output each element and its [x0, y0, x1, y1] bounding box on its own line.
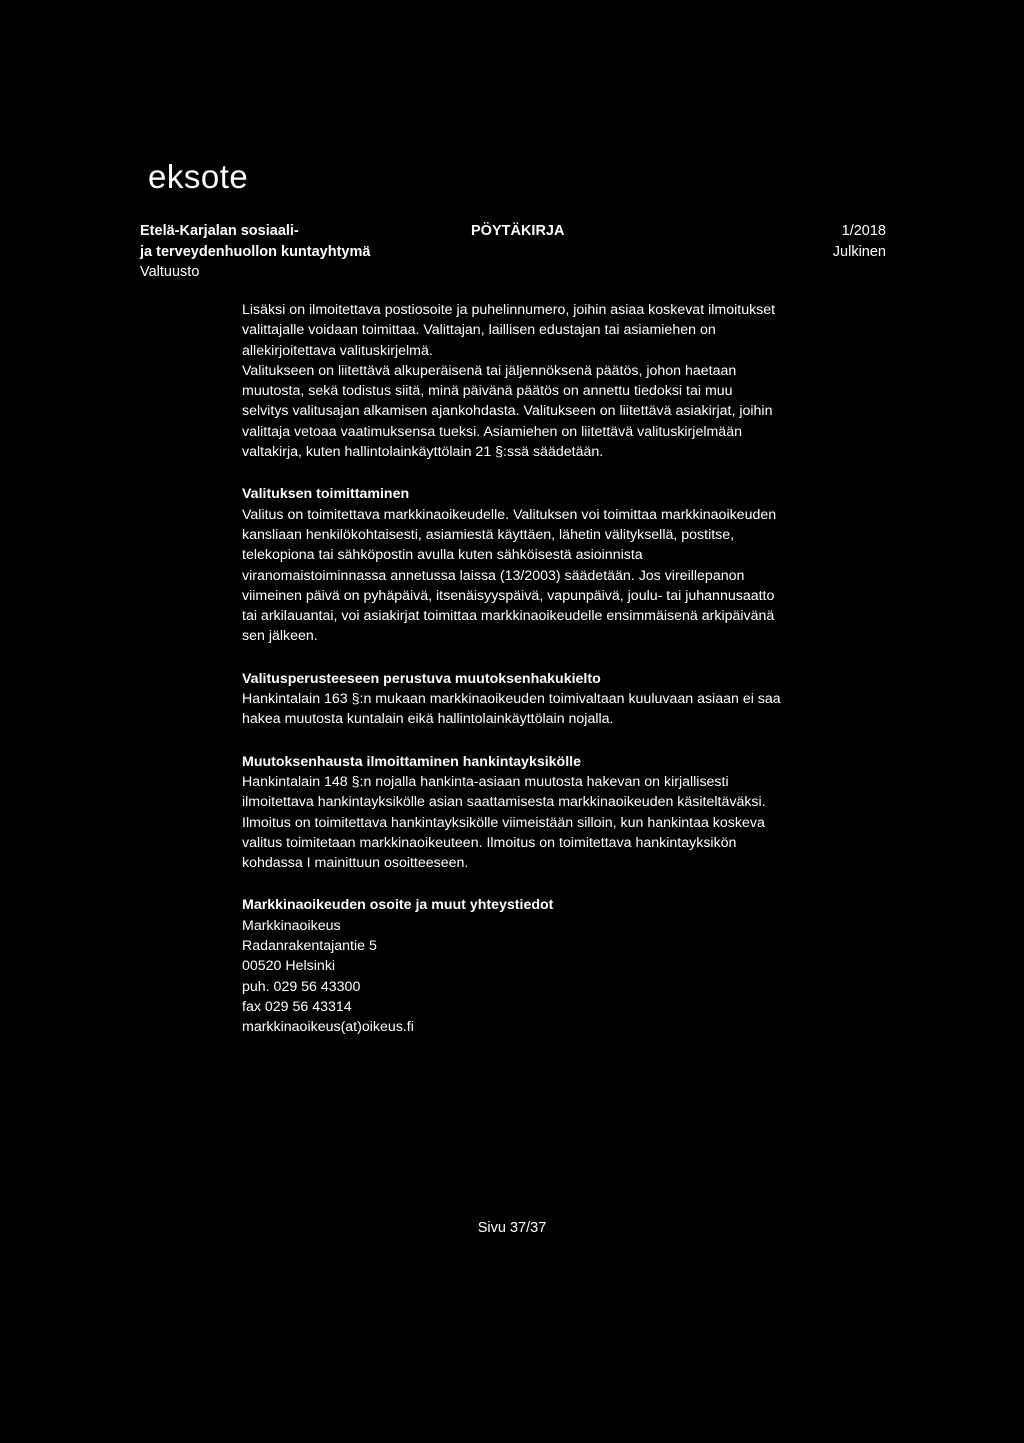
contact-name: Markkinaoikeus — [242, 917, 341, 934]
body-name: Valtuusto — [140, 264, 200, 280]
intro-paragraph-2: Valitukseen on liitettävä alkuperäisenä tai jäljennöksenä päätös, johon haetaan muutosta, sekä todistus siitä, minä päivänä päätös on annettu tiedoksi tai muu selvitys valitusajan alkamisen ajankohdasta. Valitukseen on liitettävä asiakirjat, joihin valittaja vetoaa vaatimuksensa tueksi. Asiamiehen on liitettävä valituskirjelmään valtakirja, kuten hallintolainkäyttölain 21 §:ssä säädetään. — [242, 362, 773, 461]
contact-fax: fax 029 56 43314 — [242, 998, 352, 1015]
section-text: Hankintalain 148 §:n nojalla hankinta-asiaan muutosta hakevan on kirjallisesti ilmoitettava hankintayksikölle asian saattamisesta markkinaoikeuden käsiteltäväksi. Ilmoitus on toimitettava hankintayksikölle viimeistään silloin, kun hankintaa koskeva valitus toimitetaan markkinaoikeuteen. Ilmoitus on toimitettava hankintayksikön kohdassa I mainittuun osoitteeseen. — [242, 773, 766, 872]
visibility-status: Julkinen — [832, 243, 886, 260]
contact-title: Markkinaoikeuden osoite ja muut yhteystiedot — [242, 897, 554, 914]
contact-street: Radanrakentajantie 5 — [242, 938, 377, 955]
page-number: Sivu 37/37 — [477, 1220, 547, 1236]
organization-name-line1: Etelä-Karjalan sosiaali- — [140, 223, 299, 239]
contact-email: markkinaoikeus(at)oikeus.fi — [242, 1019, 414, 1036]
intro-paragraph-1: Lisäksi on ilmoitettava postiosoite ja puhelinnumero, joihin asiaa koskevat ilmoitukset valittajalle voidaan toimittaa. Valittajan, laillisen edustajan tai asiamiehen on allekirjoitettava valituskirjelmä. — [242, 302, 776, 359]
section-title: Valituksen toimittaminen — [242, 486, 410, 503]
organization-name-line2: ja terveydenhuollon kuntayhtymä — [140, 243, 371, 260]
document-number: 1/2018 — [841, 223, 886, 239]
section-appeal-restriction — [242, 669, 782, 730]
section-title: Muutoksenhausta ilmoittaminen hankintayksikölle — [242, 753, 581, 770]
document-meta — [833, 221, 886, 262]
document-type: PÖYTÄKIRJA — [471, 223, 565, 239]
section-text: Valitus on toimitettava markkinaoikeudelle. Valituksen voi toimittaa markkinaoikeuden kansliaan henkilökohtaisesti, asiamiestä käyttäen, lähetin välityksellä, postitse, telekopiona tai sähköpostin avulla kuten sähköisestä asioinnista viranomaistoiminnassa annetussa laissa (13/2003) säädetään. Jos vireillepanon viimeinen päivä on pyhäpäivä, itsenäisyyspäivä, vapunpäivä, joulu- tai juhannusaatto tai arkilauantai, voi asiakirjat toimittaa markkinaoikeudelle ensimmäisenä arkipäivänä sen jälkeen. — [242, 506, 777, 645]
section-title: Valitusperusteeseen perustuva muutoksenhakukielto — [242, 670, 601, 687]
organization-block — [140, 221, 370, 283]
contact-phone: puh. 029 56 43300 — [242, 978, 361, 995]
eksote-logo: eksote — [148, 158, 249, 195]
document-body — [242, 300, 782, 1038]
section-text: Hankintalain 163 §:n mukaan markkinaoikeuden toimivaltaan kuuluvaan asiaan ei saa hakea muutosta kuntalain eikä hallintolainkäyttölain nojalla. — [242, 691, 781, 728]
section-contact — [242, 895, 782, 1037]
contact-postal: 00520 Helsinki — [242, 958, 336, 975]
section-appeal-submission — [242, 484, 782, 646]
section-notification — [242, 752, 782, 874]
